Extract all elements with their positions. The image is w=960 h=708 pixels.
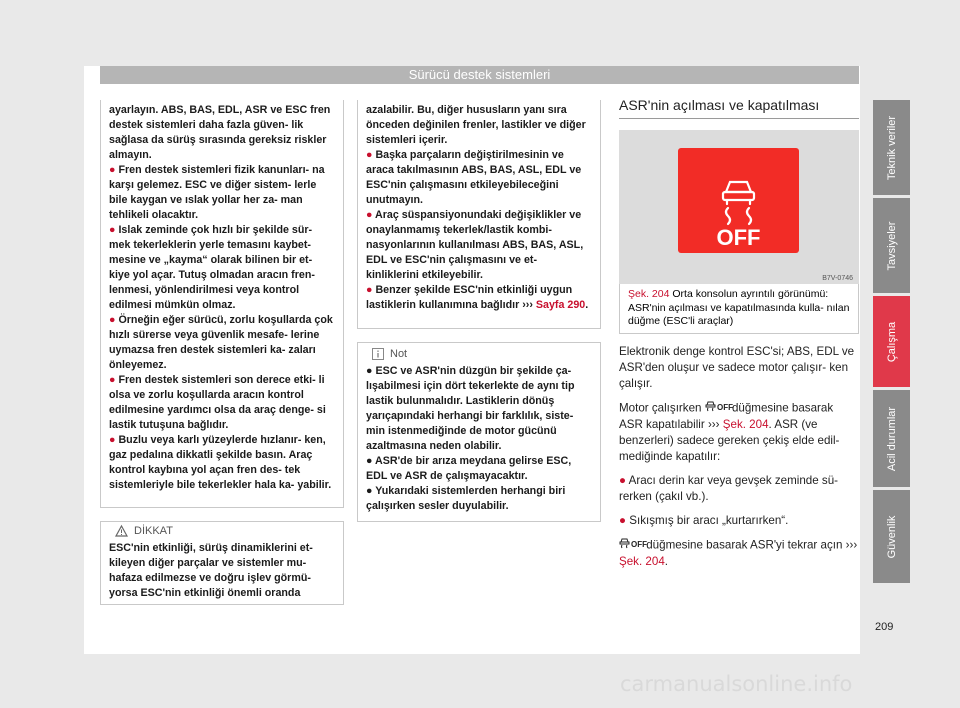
warning-title: DİKKAT bbox=[134, 525, 173, 537]
asr-button-icon bbox=[619, 537, 647, 554]
list-item: ● ASR'de bir arıza meydana gelirse ESC, EDL ve ASR de çalışmayacaktır. bbox=[366, 455, 572, 482]
list-item: ● Islak zeminde çok hızlı bir şekilde sür- mek tekerleklerin yerle temasını kaybet- mesine ve „kayma“ olarak bilinen bir et- kiye yol açar. Tutuş olmadan aracın fren- lenmesi, yönlendirilmesi veya kontrol edilmesi mümkün olmaz. bbox=[109, 224, 315, 311]
tab-guvenlik[interactable]: Güvenlik bbox=[873, 490, 910, 583]
text-box-col1 bbox=[100, 100, 344, 508]
section-rule bbox=[619, 118, 859, 119]
page-header: Sürücü destek sistemleri bbox=[100, 66, 859, 84]
button-off-label: OFF bbox=[716, 225, 761, 250]
info-icon bbox=[372, 348, 384, 360]
tab-tavsiyeler[interactable]: Tavsiyeler bbox=[873, 198, 910, 293]
list-item: ● Fren destek sistemleri son derece etki- li olsa ve zorlu koşullarda aracın kontrol edilmesine yardımcı olsa da araç denge- si lastik tutuşuna bağlıdır. bbox=[109, 374, 326, 431]
figure-code: B7V-0746 bbox=[822, 275, 853, 282]
warning-triangle-icon bbox=[115, 525, 128, 537]
bullet-icon: ● bbox=[109, 374, 116, 386]
page-number: 209 bbox=[875, 621, 894, 633]
warning-box bbox=[100, 521, 344, 605]
svg-text:OFF: OFF bbox=[716, 403, 733, 412]
list-item: ● ESC ve ASR'nin düzgün bir şekilde ça- lışabilmesi için dört tekerlekte de aynı tip lastik bulunmalıdır. Lastiklerin dönüş yarıçapındaki herhangi bir farklılık, siste- min istenmediğinde de motor gücünü azaltmasına neden olabilir. bbox=[366, 365, 575, 452]
section-title: ASR'nin açılması ve kapatılması bbox=[619, 97, 820, 113]
asr-off-button-image bbox=[678, 148, 799, 253]
col1-intro: ayarlayın. ABS, BAS, EDL, ASR ve ESC fren destek sistemleri daha fazla güven- lik sağlasa da sürüş sırasında gereksiz riskler almayın. bbox=[109, 104, 331, 161]
bullet-icon: ● bbox=[109, 164, 116, 176]
col2-intro: azalabilir. Bu, diğer hususların yanı sıra önceden değinilen frenler, lastikler ve diğer sistemleri içerir. bbox=[366, 104, 586, 146]
list-item: ● Yukarıdaki sistemlerden herhangi biri çalışırken sesler duyulabilir. bbox=[366, 485, 566, 512]
caption-text: Orta konsolun ayrıntılı görünümü: ASR'nin açılması ve kapatılmasında kulla- nılan düğme (ESC'li araçlar) bbox=[628, 288, 850, 327]
list-item: ● Örneğin eğer sürücü, zorlu koşullarda çok hızlı sürerse veya güvenlik mesafe- lerine uymazsa fren destek sistemleri ka- zaları önleyemez. bbox=[109, 314, 333, 371]
bullet-icon: ● bbox=[109, 224, 116, 236]
tab-acil-durumlar[interactable]: Acil durumlar bbox=[873, 390, 910, 487]
bullet-icon: ● bbox=[109, 314, 116, 326]
watermark: carmanualsonline.info bbox=[620, 672, 853, 696]
figure-label: Şek. 204 bbox=[628, 288, 670, 300]
paragraph: Motor çalışırken OFF düğmesine basarak ASR kapatılabilir ››› Şek. 204. ASR (ve benzerleri) sadece gereken çekiş elde edil- mediğinde kapatılır: bbox=[619, 401, 840, 463]
paragraph: OFF düğmesine basarak ASR'yi tekrar açın ››› Şek. 204. bbox=[619, 538, 858, 568]
list-item: ● Aracı derin kar veya gevşek zeminde sü- rerken (çakıl vb.). bbox=[619, 474, 839, 503]
svg-text:OFF: OFF bbox=[631, 540, 647, 549]
list-item: ● Benzer şekilde ESC'nin etkinliği uygun lastiklerin kullanımına bağlıdır ››› Sayfa 290. bbox=[366, 284, 589, 311]
asr-button-icon bbox=[705, 400, 733, 417]
text-box-col2 bbox=[357, 100, 601, 329]
paragraph: Elektronik denge kontrol ESC'si; ABS, EDL ve ASR'den oluşur ve sadece motor çalışır- ken çalışır. bbox=[619, 345, 855, 390]
bullet-icon: ● bbox=[366, 209, 373, 221]
list-item: ● Sıkışmış bir aracı „kurtarırken“. bbox=[619, 514, 789, 527]
bullet-icon: ● bbox=[366, 284, 373, 296]
figure-caption bbox=[619, 284, 859, 334]
figure-asr-button bbox=[619, 130, 859, 284]
warning-text: ESC'nin etkinliği, sürüş dinamiklerini et- kileyen diğer parçalar ve sistemler mu- hafaza edilmezse ve doğru işlev görmü- yorsa ESC'nin etkinliği önemli oranda bbox=[109, 542, 313, 599]
tab-calisma[interactable]: Çalışma bbox=[873, 296, 910, 387]
figure-reference-link[interactable]: Şek. 204 bbox=[619, 555, 665, 568]
list-item: ● Araç süspansiyonundaki değişiklikler ve onaylanmamış tekerlek/lastik kombi- nasyonlarının kullanılması ABS, BAS, ASL, EDL ve ESC'nin çalışmasını ve et- kinliklerini etkileyebilir. bbox=[366, 209, 584, 281]
bullet-icon: ● bbox=[109, 434, 116, 446]
section-body bbox=[619, 344, 859, 578]
list-item: ● Başka parçaların değiştirilmesinin ve araca takılmasının ABS, BAS, ASL, EDL ve ESC'nin çalışmasını etkileyebileceğini unutmayın. bbox=[366, 149, 582, 206]
page-reference-link[interactable]: Sayfa 290 bbox=[535, 299, 586, 311]
list-item: ● Buzlu veya karlı yüzeylerde hızlanır- ken, gaz pedalına dikkatli şekilde basın. Araç kontrol kaybına yol açan fren des- tek sistemleriyle bile tekerlekler hala ka- yabilir. bbox=[109, 434, 332, 491]
note-box bbox=[357, 342, 601, 522]
figure-reference-link[interactable]: Şek. 204 bbox=[722, 418, 769, 431]
skid-car-icon bbox=[678, 148, 799, 253]
note-title: Not bbox=[390, 348, 408, 360]
bullet-icon: ● bbox=[366, 149, 373, 161]
tab-teknik-veriler[interactable]: Teknik veriler bbox=[873, 100, 910, 195]
list-item: ● Fren destek sistemleri fizik kanunları- na karşı gelemez. ESC ve diğer sistem- lerle bile kaygan ve ıslak yollar her za- man tehlikeli olacaktır. bbox=[109, 164, 325, 221]
